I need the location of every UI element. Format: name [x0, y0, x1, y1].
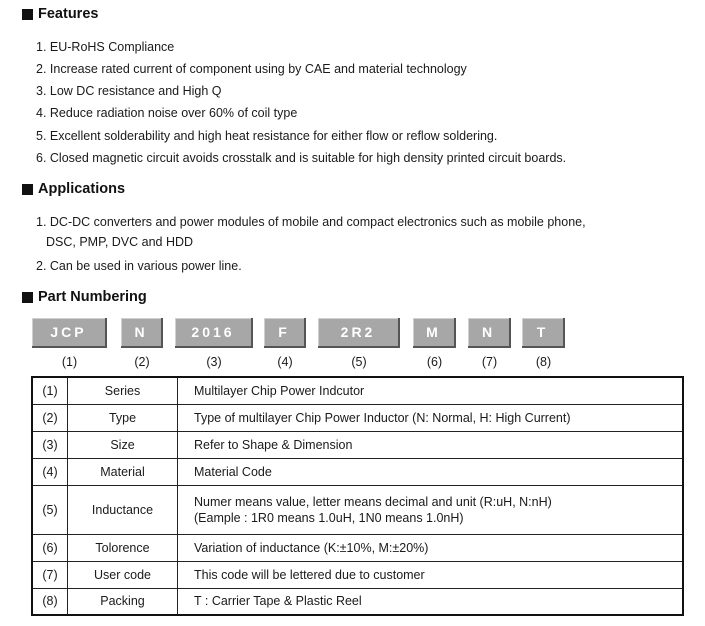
application-item: 2. Can be used in various power line. [36, 259, 242, 273]
feature-item: 6. Closed magnetic circuit avoids crosstalk and is suitable for high density printed circuit boards. [36, 151, 567, 165]
application-item-continuation: DSC, PMP, DVC and HDD [46, 235, 194, 249]
row-description: T : Carrier Tape & Plastic Reel [178, 588, 684, 615]
code-box-size: 2016 [175, 318, 253, 348]
row-number: (3) [32, 431, 68, 458]
applications-heading-text: Applications [38, 181, 126, 197]
features-heading-text: Features [38, 6, 99, 22]
row-description: Variation of inductance (K:±10%, M:±20%) [178, 534, 684, 561]
table-row [32, 431, 683, 458]
bullet-square-icon [22, 292, 33, 303]
code-number: (8) [535, 355, 552, 369]
code-number: (2) [134, 355, 150, 369]
code-box-inductance: 2R2 [318, 318, 400, 348]
table-row [32, 404, 683, 431]
bullet-square-icon [22, 184, 33, 195]
row-name: Inductance [68, 485, 178, 534]
feature-item: 4. Reduce radiation noise over 60% of coil type [36, 106, 298, 120]
row-number: (6) [32, 534, 68, 561]
code-box-tolerance: M [413, 318, 456, 348]
table-row [32, 485, 683, 534]
code-box-series: JCP [32, 318, 107, 348]
part-numbering-heading-text: Part Numbering [38, 289, 147, 305]
table-row [32, 561, 683, 588]
features-heading [22, 6, 98, 22]
row-description: Material Code [178, 458, 684, 485]
row-number: (2) [32, 404, 68, 431]
application-item [36, 212, 586, 252]
applications-heading [22, 181, 125, 197]
table-row [32, 534, 683, 561]
code-number: (1) [61, 355, 78, 369]
bullet-square-icon [22, 9, 33, 20]
row-name: Packing [68, 588, 178, 615]
code-box-material: F [264, 318, 306, 348]
table-row [32, 458, 683, 485]
row-number: (7) [32, 561, 68, 588]
row-name: User code [68, 561, 178, 588]
row-description: Refer to Shape & Dimension [178, 431, 684, 458]
application-item-line: 1. DC-DC converters and power modules of mobile and compact electronics such as mobile phone, [36, 215, 586, 229]
row-description-line: Numer means value, letter means decimal and unit (R:uH, N:nH) [194, 494, 552, 509]
row-name: Material [68, 458, 178, 485]
table-row [32, 377, 683, 404]
feature-item: 2. Increase rated current of component using by CAE and material technology [36, 62, 467, 76]
row-name: Series [68, 377, 178, 404]
row-number: (8) [32, 588, 68, 615]
feature-item: 5. Excellent solderability and high heat resistance for either flow or reflow soldering. [36, 129, 498, 143]
code-box-type: N [121, 318, 163, 348]
code-number: (6) [426, 355, 443, 369]
row-number: (4) [32, 458, 68, 485]
row-name: Type [68, 404, 178, 431]
code-number: (7) [481, 355, 498, 369]
code-box-user-code: N [468, 318, 511, 348]
row-number: (5) [32, 485, 68, 534]
row-description: Multilayer Chip Power Indcutor [178, 377, 684, 404]
row-description-line: (Eample : 1R0 means 1.0uH, 1N0 means 1.0nH) [194, 510, 464, 525]
row-name: Tolorence [68, 534, 178, 561]
part-numbering-heading [22, 289, 147, 305]
row-description [178, 485, 684, 534]
row-name: Size [68, 431, 178, 458]
code-number: (5) [351, 355, 367, 369]
row-description: This code will be lettered due to customer [178, 561, 684, 588]
table-row [32, 588, 683, 615]
feature-item: 3. Low DC resistance and High Q [36, 84, 222, 98]
part-numbering-table [31, 376, 684, 616]
code-box-packing: T [522, 318, 565, 348]
code-number: (4) [277, 355, 293, 369]
code-number: (3) [206, 355, 222, 369]
feature-item: 1. EU-RoHS Compliance [36, 40, 175, 54]
row-number: (1) [32, 377, 68, 404]
row-description: Type of multilayer Chip Power Inductor (N: Normal, H: High Current) [178, 404, 684, 431]
